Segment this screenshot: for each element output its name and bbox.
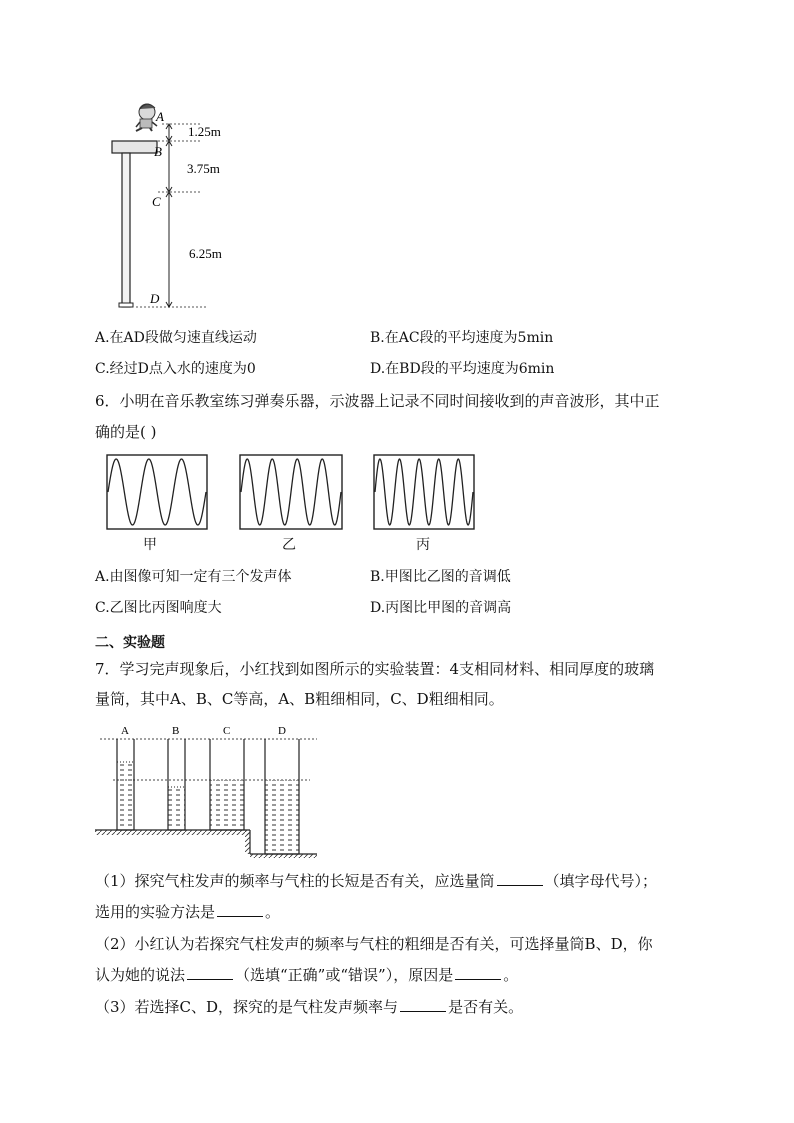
q6-stem-line1: 6．小明在音乐教室练习弹奏乐器，示波器上记录不同时间接收到的声音波形，其中正 — [95, 392, 660, 410]
answer-blank-4[interactable] — [455, 967, 501, 980]
tube-d — [265, 739, 299, 854]
waveform-label-yi: 乙 — [282, 537, 296, 553]
answer-blank-5[interactable] — [400, 999, 446, 1012]
q5-option-d: D.在BD段的平均速度为6min — [370, 361, 555, 377]
tower-figure — [100, 100, 260, 314]
waveform-label-jia: 甲 — [143, 537, 157, 553]
q5-option-c: C.经过D点入水的速度为0 — [95, 361, 256, 377]
q7-part1-text-b: （填字母代号）； — [544, 872, 658, 890]
q7-part1-line2 — [95, 902, 280, 922]
q6-stem-line2: 确的是( ) — [95, 423, 157, 441]
point-b-label: B — [154, 144, 162, 159]
q7-part2-text-b: 认为她的说法 — [95, 966, 186, 984]
tube-b — [168, 739, 185, 830]
q6-option-b: B.甲图比乙图的音调低 — [370, 569, 511, 585]
q5-option-a: A.在AD段做匀速直线运动 — [95, 330, 257, 346]
tube-c — [210, 739, 244, 830]
segment-ab-length: 1.25m — [188, 124, 221, 139]
q7-part2-text-d: 。 — [503, 966, 519, 984]
q7-part3-text-b: 是否有关。 — [448, 998, 524, 1016]
q7-part2-text-c: （选填“正确”或“错误”），原因是 — [235, 966, 454, 984]
q7-stem-line2: 量筒，其中A、B、C等高，A、B粗细相同，C、D粗细相同。 — [95, 690, 504, 708]
q6-option-a: A.由图像可知一定有三个发声体 — [95, 569, 292, 585]
child-icon — [136, 104, 157, 131]
q7-part1-text-c: 选用的实验方法是 — [95, 903, 216, 921]
tube-b-label: B — [172, 725, 180, 737]
q7-part2-line2 — [95, 965, 518, 985]
q7-stem-line1: 7．学习完声现象后，小红找到如图所示的实验装置：4支相同材料、相同厚度的玻璃 — [95, 660, 655, 678]
pole — [122, 153, 130, 307]
segment-cd-length: 6.25m — [189, 246, 222, 261]
q7-part2-line1: （2）小红认为若探究气柱发声的频率与气柱的粗细是否有关，可选择量筒B、D，你 — [95, 935, 653, 953]
section-heading: 二、实验题 — [95, 635, 165, 651]
tube-c-label: C — [223, 725, 231, 737]
tubes-figure — [95, 722, 317, 858]
waveform-panel-yi — [239, 454, 343, 530]
q7-part1-line1 — [95, 871, 657, 891]
q7-part3-text-a: （3）若选择C、D，探究的是气柱发声频率与 — [95, 998, 399, 1016]
q6-option-c: C.乙图比丙图响度大 — [95, 600, 222, 616]
q7-part1-text-d: 。 — [265, 903, 281, 921]
point-c-label: C — [152, 194, 161, 209]
point-d-label: D — [150, 291, 160, 306]
q7-part1-text-a: （1）探究气柱发声的频率与气柱的长短是否有关，应选量筒 — [95, 872, 495, 890]
segment-bc-length: 3.75m — [187, 161, 220, 176]
q6-option-d: D.丙图比甲图的音调高 — [370, 600, 512, 616]
platform — [112, 141, 157, 153]
answer-blank-2[interactable] — [217, 904, 263, 917]
tube-a-label: A — [121, 725, 129, 737]
waveform-label-bing: 丙 — [416, 537, 430, 553]
tube-a — [117, 739, 134, 830]
waveform-panel-jia — [106, 454, 208, 530]
answer-blank-3[interactable] — [187, 967, 233, 980]
point-a-label: A — [156, 109, 164, 124]
answer-blank-1[interactable] — [497, 873, 543, 886]
q5-option-b: B.在AC段的平均速度为5min — [370, 330, 554, 346]
q7-part3-line — [95, 997, 523, 1017]
tube-d-label: D — [278, 725, 286, 737]
waveform-panel-bing — [373, 454, 475, 530]
